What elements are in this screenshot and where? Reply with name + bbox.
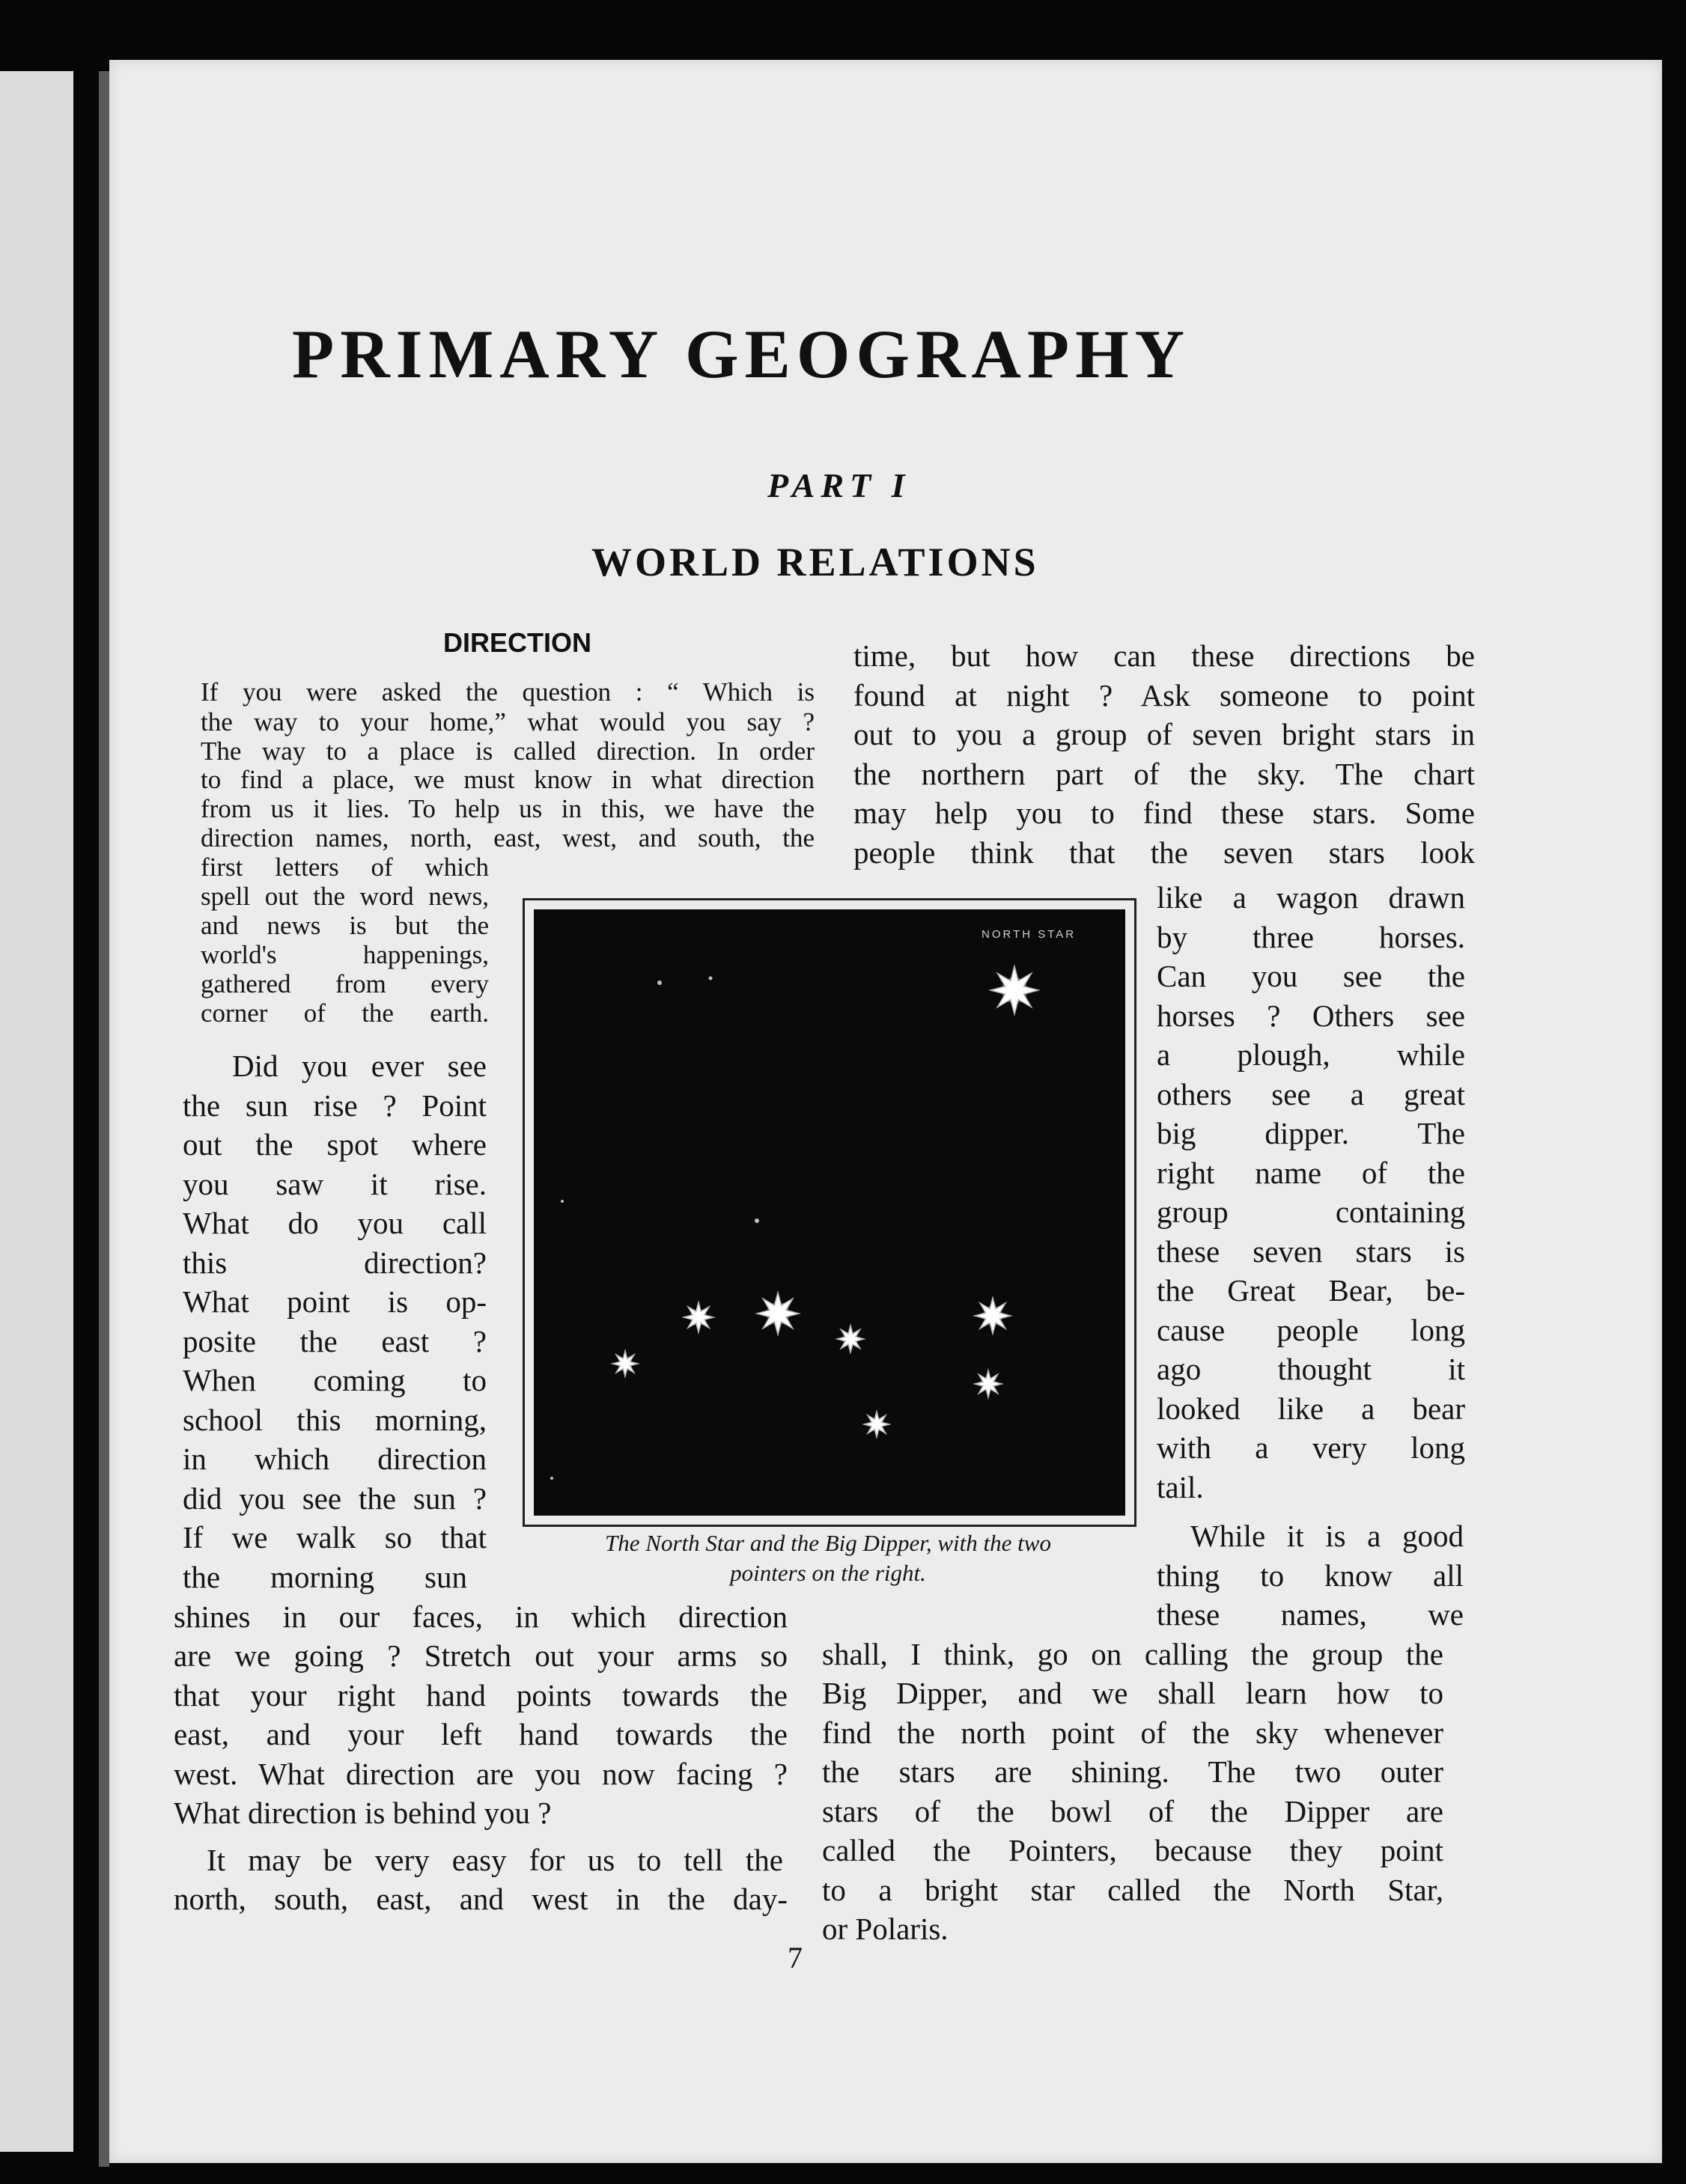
- left-lines-line: If we walk so that: [183, 1520, 487, 1555]
- right-lines-line: people think that the seven stars look: [853, 835, 1475, 870]
- right-lines-line: find the north point of the sky whenever: [822, 1715, 1443, 1750]
- right-lines-line: stars of the bowl of the Dipper are: [822, 1794, 1443, 1828]
- right-lines-line: these names, we: [1157, 1597, 1464, 1632]
- dipper-star-icon: [975, 1298, 1011, 1334]
- right-lines-line: with a very long: [1157, 1430, 1465, 1465]
- intro-lines-line: from us it lies. To help us in this, we have the: [201, 794, 815, 823]
- left-lines-line: north, south, east, and west in the day-: [174, 1882, 788, 1916]
- right-lines-line: tail.: [1157, 1470, 1204, 1504]
- left-lines-line: shines in our faces, in which direction: [174, 1599, 788, 1634]
- left-lines-line: in which direction: [183, 1442, 487, 1476]
- dipper-star-icon: [864, 1412, 889, 1437]
- right-lines-line: group containing: [1157, 1195, 1465, 1229]
- right-lines-line: others see a great: [1157, 1077, 1465, 1111]
- intro-lines-line: and news is but the: [201, 911, 489, 940]
- north-star-label: NORTH STAR: [982, 928, 1077, 941]
- figure-caption-line-1: The North Star and the Big Dipper, with the two: [605, 1530, 1051, 1556]
- star-chart: [534, 909, 1125, 1516]
- right-lines-line: looked like a bear: [1157, 1391, 1465, 1426]
- right-lines-line: right name of the: [1157, 1156, 1465, 1190]
- right-lines-line: big dipper. The: [1157, 1116, 1465, 1150]
- intro-lines-line: gathered from every: [201, 969, 489, 998]
- faint-star-icon: [755, 1218, 759, 1223]
- intro-lines-line: corner of the earth.: [201, 998, 489, 1028]
- left-lines-line: school this morning,: [183, 1403, 487, 1437]
- left-lines-line: When coming to: [183, 1363, 487, 1397]
- right-lines-line: horses ? Others see: [1157, 998, 1465, 1033]
- dipper-star-icon: [975, 1370, 1002, 1397]
- facing-page-edge: [0, 71, 73, 2152]
- intro-lines-line: first letters of which: [201, 852, 489, 882]
- right-lines-line: thing to know all: [1157, 1558, 1464, 1593]
- book-title: PRIMARY GEOGRAPHY: [292, 316, 1191, 392]
- star-chart-figure: [523, 898, 1136, 1527]
- left-lines-line: east, and your left hand towards the: [174, 1717, 788, 1751]
- right-lines-line: the Great Bear, be-: [1157, 1273, 1465, 1308]
- right-lines-line: shall, I think, go on calling the group the: [822, 1637, 1443, 1671]
- intro-lines-line: to find a place, we must know in what direction: [201, 765, 815, 794]
- left-lines-line: posite the east ?: [183, 1324, 487, 1358]
- part-heading: PART I: [767, 466, 911, 504]
- right-lines-line: the northern part of the sky. The chart: [853, 757, 1475, 791]
- right-lines-line: While it is a good: [1190, 1519, 1464, 1553]
- faint-star-icon: [550, 1477, 553, 1480]
- left-lines-line: that your right hand points towards the: [174, 1678, 788, 1712]
- intro-lines-line: If you were asked the question : “ Which is: [201, 677, 815, 707]
- direction-subheading: DIRECTION: [443, 627, 591, 658]
- right-lines-line: to a bright star called the North Star,: [822, 1873, 1443, 1907]
- dipper-star-icon: [684, 1302, 713, 1332]
- left-lines-line: What direction is behind you ?: [174, 1796, 552, 1830]
- left-lines-line: out the spot where: [183, 1127, 487, 1162]
- intro-lines-line: The way to a place is called direction. In order: [201, 736, 815, 766]
- right-lines-line: these seven stars is: [1157, 1234, 1465, 1269]
- intro-lines-line: spell out the word news,: [201, 882, 489, 911]
- right-lines-line: out to you a group of seven bright stars in: [853, 717, 1475, 751]
- left-lines-line: It may be very easy for us to tell the: [207, 1843, 783, 1877]
- faint-star-icon: [709, 977, 713, 980]
- right-lines-line: a plough, while: [1157, 1037, 1465, 1072]
- right-lines-line: found at night ? Ask someone to point: [853, 678, 1475, 713]
- right-lines-line: ago thought it: [1157, 1352, 1465, 1386]
- faint-star-icon: [657, 980, 662, 985]
- left-lines-line: the sun rise ? Point: [183, 1088, 487, 1123]
- left-lines-line: are we going ? Stretch out your arms so: [174, 1638, 788, 1673]
- north-star-icon: [990, 966, 1038, 1014]
- right-lines-line: or Polaris.: [822, 1912, 949, 1946]
- left-lines-line: this direction?: [183, 1245, 487, 1280]
- left-lines-line: the morning sun: [183, 1560, 467, 1594]
- left-lines-line: Did you ever see: [232, 1049, 487, 1083]
- figure-caption: [529, 1528, 1127, 1588]
- figure-caption-line-2: pointers on the right.: [730, 1560, 926, 1586]
- intro-lines-line: world's happenings,: [201, 940, 489, 969]
- right-lines-line: cause people long: [1157, 1313, 1465, 1347]
- right-lines-line: the stars are shining. The two outer: [822, 1754, 1443, 1789]
- dipper-star-icon: [757, 1293, 799, 1335]
- right-lines-line: called the Pointers, because they point: [822, 1833, 1443, 1867]
- page-number: 7: [788, 1941, 803, 1974]
- faint-star-icon: [561, 1200, 564, 1203]
- right-lines-line: time, but how can these directions be: [853, 638, 1475, 673]
- dipper-star-icon: [612, 1351, 638, 1376]
- left-lines-line: you saw it rise.: [183, 1167, 487, 1201]
- dipper-star-icon: [837, 1326, 864, 1352]
- intro-lines-line: direction names, north, east, west, and south, the: [201, 823, 815, 852]
- right-lines-line: like a wagon drawn: [1157, 880, 1465, 915]
- left-lines-line: What point is op-: [183, 1284, 487, 1319]
- right-lines-line: may help you to find these stars. Some: [853, 796, 1475, 830]
- right-lines-line: by three horses.: [1157, 920, 1465, 954]
- left-lines-line: What do you call: [183, 1206, 487, 1240]
- book-gutter: [99, 71, 109, 2167]
- right-lines-line: Big Dipper, and we shall learn how to: [822, 1676, 1443, 1710]
- left-lines-line: west. What direction are you now facing ?: [174, 1757, 788, 1791]
- right-lines-line: Can you see the: [1157, 959, 1465, 993]
- left-lines-line: did you see the sun ?: [183, 1481, 487, 1516]
- intro-lines-line: the way to your home,” what would you say ?: [201, 707, 815, 736]
- section-heading: WORLD RELATIONS: [591, 540, 1039, 585]
- night-sky-panel: [534, 909, 1125, 1516]
